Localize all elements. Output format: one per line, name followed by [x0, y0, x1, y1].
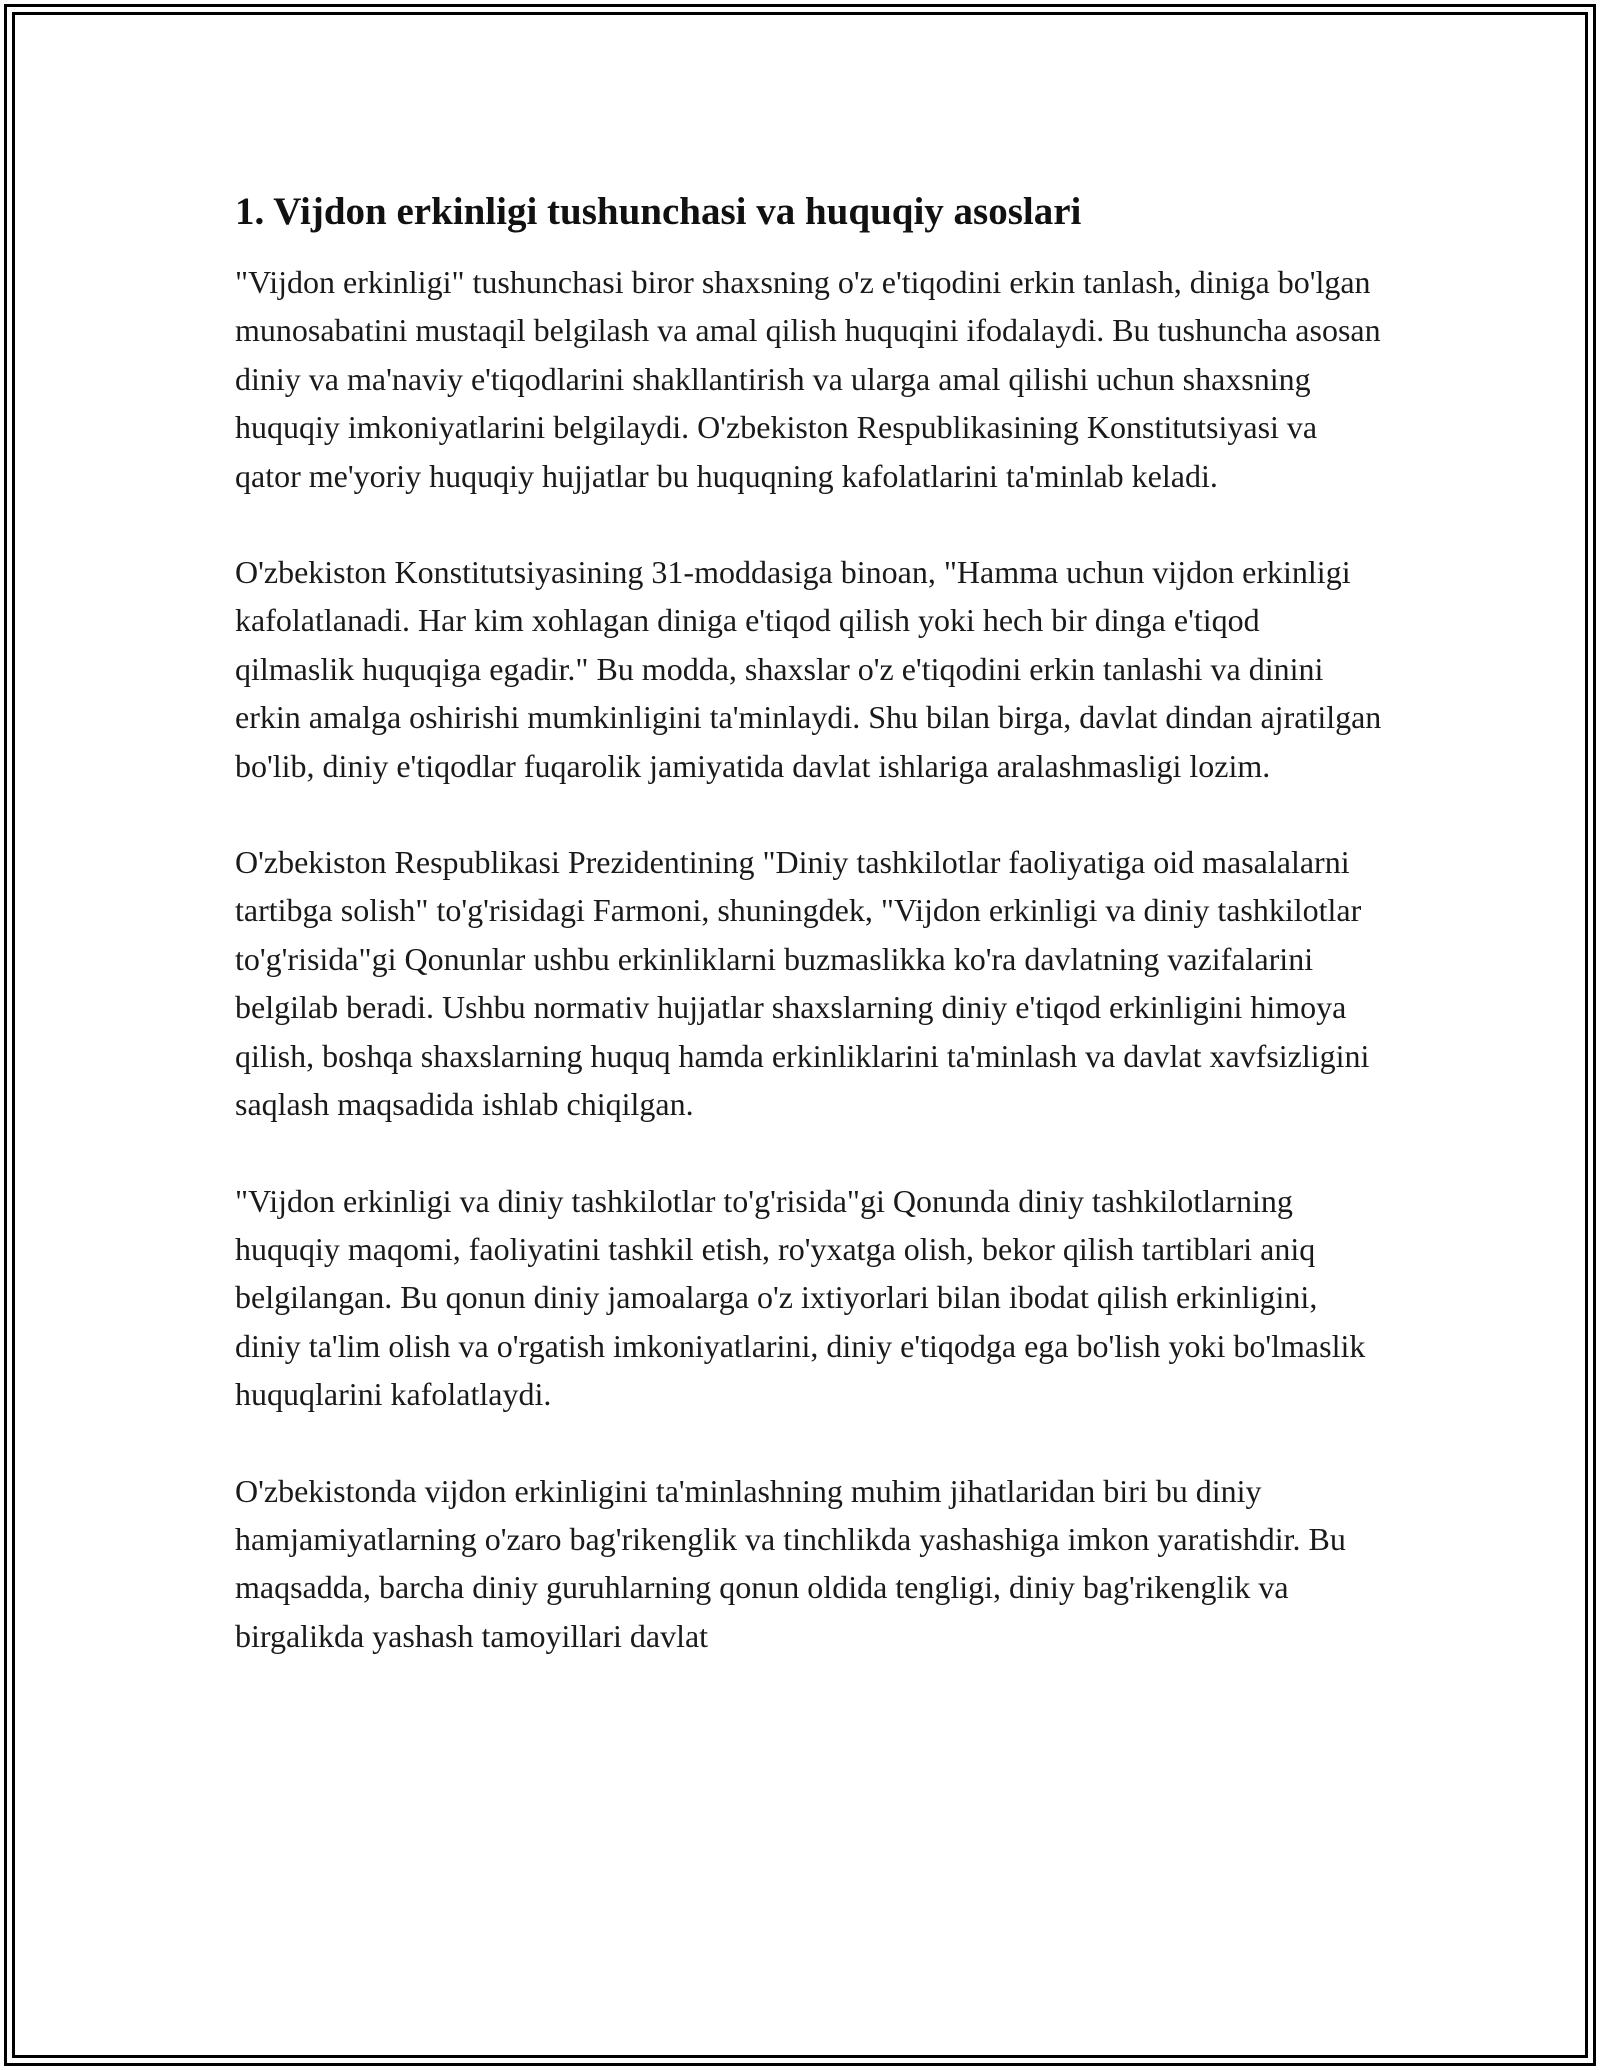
paragraph-5: O'zbekistonda vijdon erkinligini ta'minlashning muhim jihatlaridan biri bu diniy hamjamiyatlarning o'zaro bag'rikenglik va tinchlikda yashashiga imkon yaratishdir. Bu maqsadda, barcha diniy guruhlarning qonun oldida tengligi, diniy bag'rikenglik va birgalikda yashash tamoyillari davlat [235, 1472, 1346, 1654]
section-heading: 1. Vijdon erkinligi tushunchasi va huquqiy asoslari [235, 190, 1082, 233]
paragraph-1: "Vijdon erkinligi" tushunchasi biror shaxsning o'z e'tiqodini erkin tanlash, diniga bo'lgan munosabatini mustaqil belgilash va amal qilish huquqini ifodalaydi. Bu tushuncha asosan diniy va ma'naviy e'tiqodlarini shakllantirish va ularga amal qilishi uchun shaxsning huquqiy imkoniyatlarini belgilaydi. O'zbekiston Respublikasining Konstitutsiyasi va qator me'yoriy huquqiy hujjatlar bu huquqning kafolatlarini ta'minlab keladi. [235, 264, 1381, 494]
paragraph-3: O'zbekiston Respublikasi Prezidentining "Diniy tashkilotlar faoliyatiga oid masalalarni tartibga solish" to'g'risidagi Farmoni, shuningdek, "Vijdon erkinligi va diniy tashkilotlar to'g'risida"gi Qonunlar ushbu erkinliklarni buzmaslikka ko'ra davlatning vazifalarini belgilab beradi. Ushbu normativ hujjatlar shaxslarning diniy e'tiqod erkinligini himoya qilish, boshqa shaxslarning huquq hamda erkinliklarini ta'minlash va davlat xavfsizligini saqlash maqsadida ishlab chiqilgan. [235, 844, 1370, 1123]
paragraph-4: "Vijdon erkinligi va diniy tashkilotlar to'g'risida"gi Qonunda diniy tashkilotlarning huquqiy maqomi, faoliyatini tashkil etish, ro'yxatga olish, bekor qilish tartiblari aniq belgilangan. Bu qonun diniy jamoalarga o'z ixtiyorlari bilan ibodat qilish erkinligini, diniy ta'lim olish va o'rgatish imkoniyatlarini, diniy e'tiqodga ega bo'lish yoki bo'lmaslik huquqlarini kafolatlaydi. [235, 1182, 1366, 1413]
paragraph-2: O'zbekiston Konstitutsiyasining 31-moddasiga binoan, "Hamma uchun vijdon erkinligi kafolatlanadi. Har kim xohlagan diniga e'tiqod qilish yoki hech bir dinga e'tiqod qilmaslik huquqiga egadir." Bu modda, shaxslar o'z e'tiqodini erkin tanlashi va dinini erkin amalga oshirishi mumkinligini ta'minlaydi. Shu bilan birga, davlat dindan ajratilgan bo'lib, diniy e'tiqodlar fuqarolik jamiyatida davlat ishlariga aralashmasligi lozim. [235, 554, 1382, 784]
document-body [235, 186, 1385, 1708]
